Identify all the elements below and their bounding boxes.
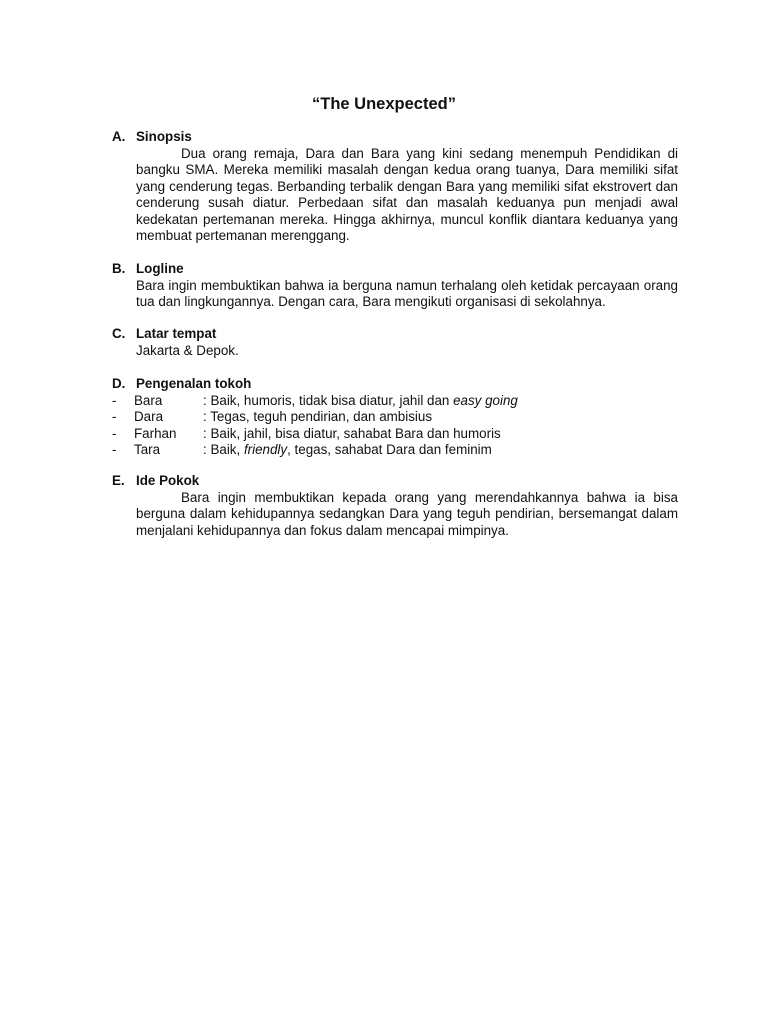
character-list [112, 393, 678, 459]
section-letter: E. [112, 473, 125, 488]
section-letter: A. [112, 129, 126, 144]
logline-text: Bara ingin membuktikan bahwa ia berguna namun terhalang oleh ketidak percayaan orang tua dan lingkungannya. Dengan cara, Bara mengikuti organisasi di sekolahnya. [136, 277, 678, 309]
section-logline [112, 261, 678, 311]
section-heading [112, 473, 678, 490]
section-letter: D. [112, 376, 126, 391]
character-description: : Baik, humoris, tidak bisa diatur, jahil dan easy going [203, 392, 518, 408]
list-item [112, 426, 678, 443]
bullet: - [112, 442, 117, 458]
sinopsis-text: Dua orang remaja, Dara dan Bara yang kini sedang menempuh Pendidikan di bangku SMA. Mereka memiliki masalah dengan kedua orang tuanya, Dara memiliki sifat yang cenderung tegas. Berbanding terbalik dengan Bara yang memiliki sifat ekstrovert dan cenderung susah diatur. Perbedaan sifat dan masalah keduanya pun menjadi awal kedekatan pertemanan mereka. Hingga akhirnya, muncul konflik diantara keduanya yang membuat pertemanan merenggang. [136, 145, 678, 243]
list-item [112, 409, 678, 426]
section-sinopsis [112, 129, 678, 245]
character-description: : Baik, friendly, tegas, sahabat Dara dan feminim [203, 442, 492, 458]
list-item [112, 442, 678, 459]
section-title: Sinopsis [136, 129, 192, 144]
character-name: Farhan [134, 425, 177, 441]
section-letter: B. [112, 261, 126, 276]
character-description: : Baik, jahil, bisa diatur, sahabat Bara dan humoris [203, 425, 501, 441]
section-title: Logline [136, 261, 184, 276]
document-title: “The Unexpected” [312, 95, 456, 113]
character-name: Tara [134, 442, 161, 458]
ide-pokok-text: Bara ingin membuktikan kepada orang yang merendahkannya bahwa ia bisa berguna dalam kehidupannya sedangkan Dara yang teguh pendirian, bersemangat dalam menjalani kehidupannya dan fokus dalam mencapai mimpinya. [136, 489, 678, 538]
section-heading [112, 326, 678, 343]
section-latar-tempat [112, 326, 678, 359]
bullet: - [112, 409, 117, 425]
section-title: Latar tempat [136, 326, 217, 341]
bullet: - [112, 425, 117, 441]
section-pengenalan-tokoh [112, 376, 678, 459]
section-title: Pengenalan tokoh [136, 376, 252, 391]
section-heading [112, 261, 678, 278]
section-ide-pokok [112, 473, 678, 539]
character-name: Dara [134, 409, 164, 425]
character-name: Bara [134, 392, 163, 408]
latar-text: Jakarta & Depok. [136, 342, 239, 358]
bullet: - [112, 392, 117, 408]
section-title: Ide Pokok [136, 473, 200, 488]
character-description: : Tegas, teguh pendirian, dan ambisius [203, 409, 433, 425]
section-heading [112, 376, 678, 393]
section-letter: C. [112, 326, 126, 341]
list-item [112, 393, 678, 410]
section-heading [112, 129, 678, 146]
